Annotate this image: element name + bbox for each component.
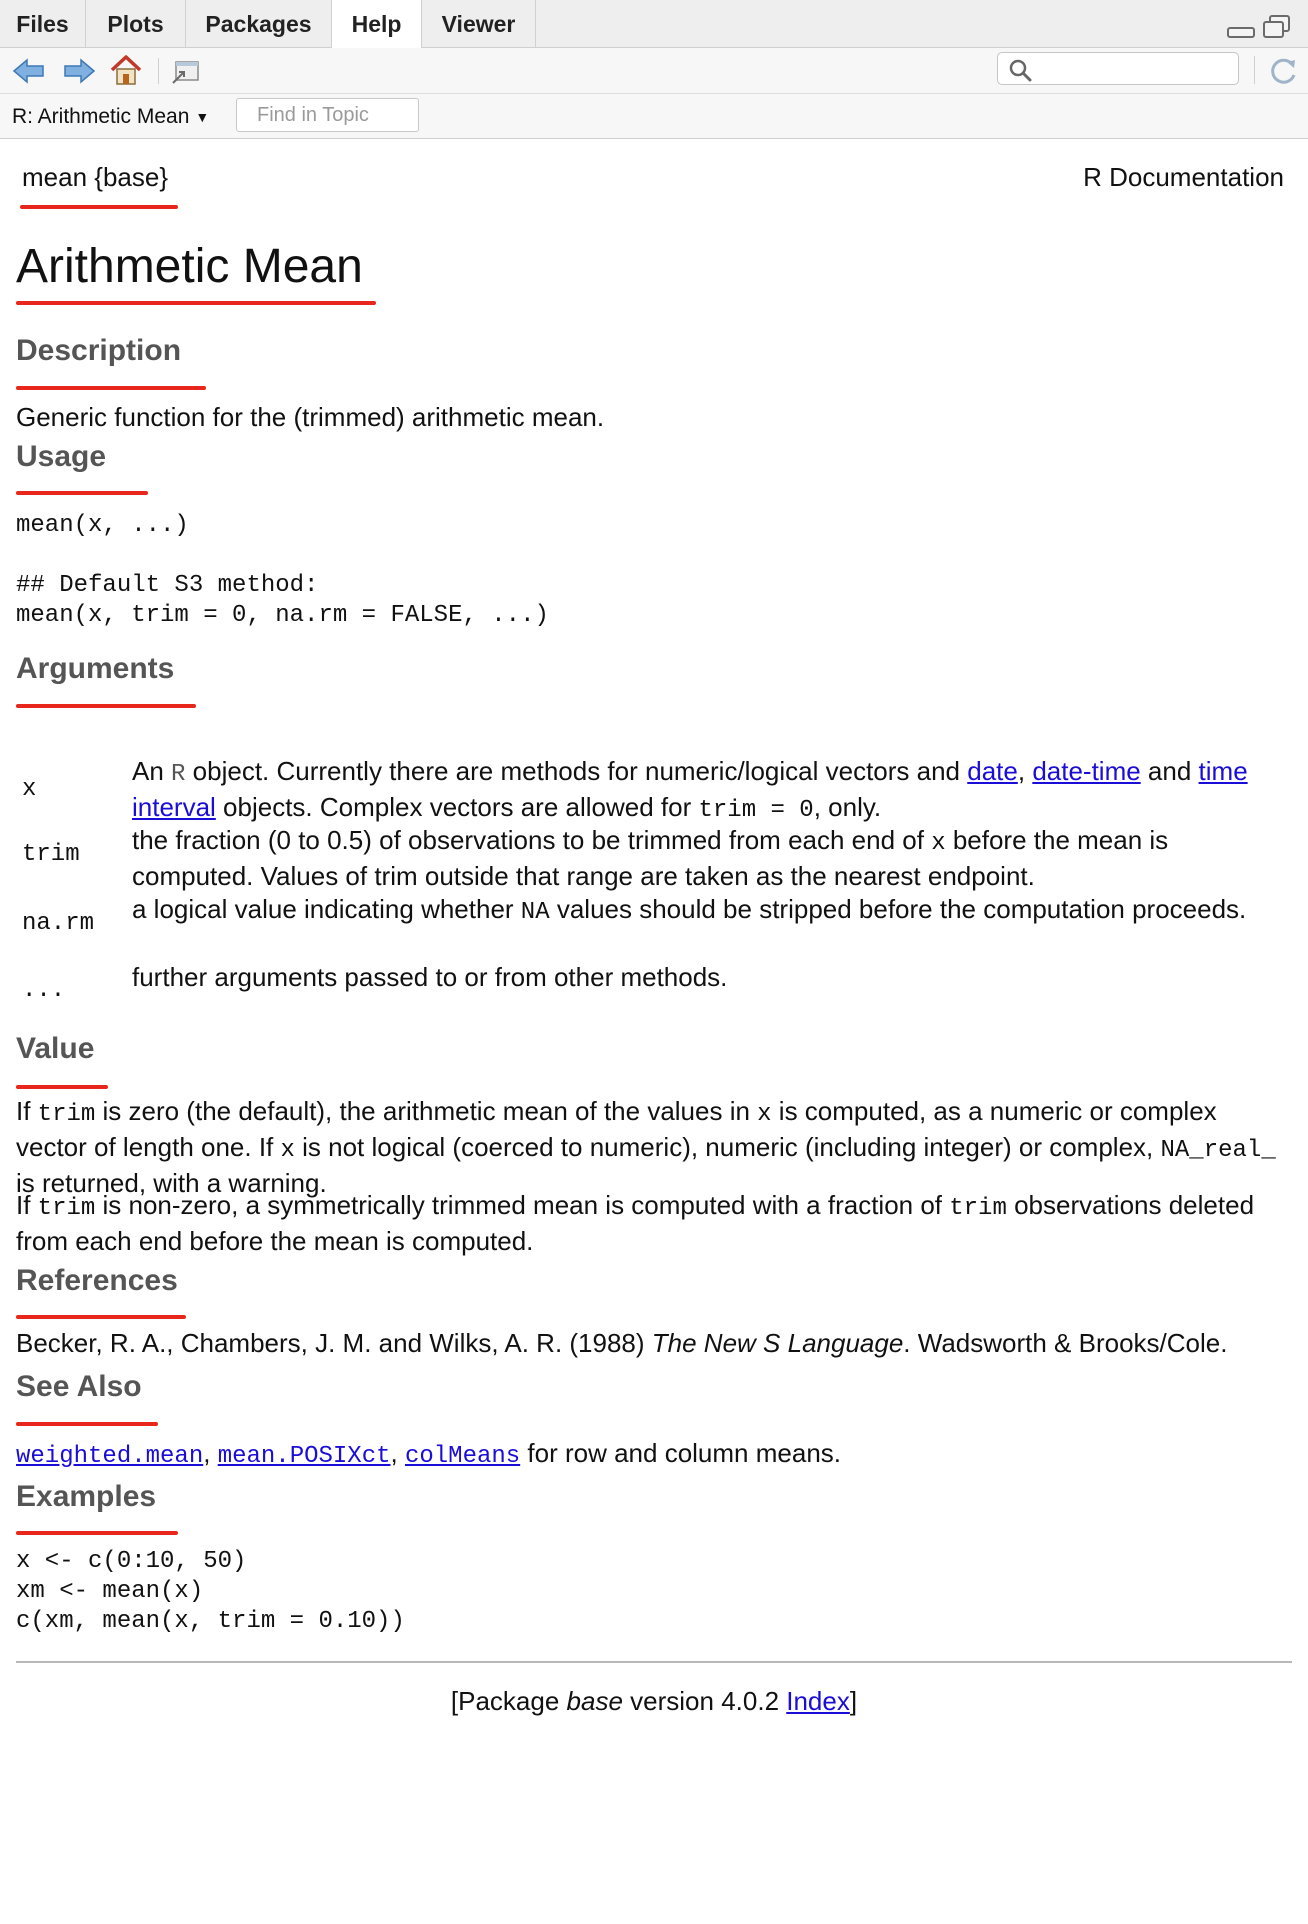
description-text: Generic function for the (trimmed) arithmetic mean. [16, 402, 605, 432]
text-run: [Package [450, 1686, 567, 1716]
doc-source-header: R Documentation [1083, 162, 1284, 192]
tab-plots[interactable]: Plots [86, 0, 186, 48]
package-footer [16, 1685, 1292, 1717]
forward-arrow-icon[interactable] [62, 57, 96, 85]
argument-name-x: x [22, 776, 37, 803]
chevron-down-icon: ▼ [195, 108, 210, 125]
inline-code: x [280, 1137, 295, 1164]
text-run: a logical value indicating whether [132, 894, 521, 924]
text-run: Becker, R. A., Chambers, J. M. and Wilks, A. R. (1988) [16, 1328, 652, 1358]
text-run: An [132, 756, 172, 786]
search-icon [1008, 58, 1034, 82]
text-run: before the mean is computed. Values of trim outside that range are taken as the nearest endpoint. [132, 825, 1169, 891]
argument-description-x [132, 755, 1272, 827]
text-run: the fraction (0 to 0.5) of observations to be trimmed from each end of [132, 825, 932, 855]
section-heading-value: Value [16, 1032, 95, 1065]
section-heading-description: Description [16, 334, 182, 367]
link-time-interval[interactable]: time interval [132, 756, 1248, 822]
tab-viewer[interactable]: Viewer [422, 0, 536, 48]
red-annotation-underline [16, 1531, 178, 1535]
text-run: is non-zero, a symmetrically trimmed mean is computed with a fraction of [95, 1190, 950, 1220]
argument-description-na-rm [132, 893, 1272, 929]
page-title: Arithmetic Mean [16, 240, 363, 293]
link-index[interactable]: Index [786, 1686, 850, 1716]
book-title: The New S Language [651, 1328, 904, 1358]
home-icon[interactable] [108, 53, 144, 87]
find-in-topic-input[interactable] [236, 98, 419, 132]
red-annotation-underline [16, 491, 148, 495]
topic-dropdown-label: R: Arithmetic Mean [12, 105, 190, 128]
toolbar-divider [1254, 56, 1255, 84]
tab-packages[interactable]: Packages [186, 0, 332, 48]
red-annotation-underline [20, 205, 178, 209]
red-annotation-underline [16, 386, 206, 390]
link-colmeans[interactable]: colMeans [404, 1443, 521, 1470]
text-run: , only. [813, 792, 882, 822]
argument-name-dots: ... [22, 977, 66, 1004]
see-also-text [16, 1437, 1284, 1473]
argument-name-trim: trim [22, 841, 80, 868]
inline-code: trim [37, 1195, 96, 1222]
section-heading-arguments: Arguments [16, 652, 175, 685]
text-run: If [16, 1096, 38, 1126]
text-run: ] [849, 1686, 858, 1716]
text-run: version 4.0.2 [622, 1686, 787, 1716]
link-date-time[interactable]: date-time [1032, 756, 1141, 786]
text-run: , [1017, 756, 1033, 786]
inline-code: trim [949, 1195, 1007, 1222]
back-arrow-icon[interactable] [12, 57, 46, 85]
text-run: values should be stripped before the computation proceeds. [549, 894, 1247, 924]
section-heading-references: References [16, 1264, 178, 1297]
inline-code: x [757, 1101, 772, 1128]
help-toolbar [0, 48, 1308, 94]
package-name: base [566, 1686, 623, 1716]
section-heading-see-also: See Also [16, 1370, 142, 1403]
minimize-pane-icon[interactable] [1226, 14, 1256, 40]
text-run: objects. Complex vectors are allowed for [215, 792, 699, 822]
red-annotation-underline [16, 1085, 108, 1089]
text-run: observations deleted from each end before the mean is computed. [16, 1190, 1255, 1256]
text-run: is not logical (coerced to numeric), numeric (including integer) or complex, [294, 1132, 1161, 1162]
argument-name-na-rm: na.rm [22, 910, 95, 937]
argument-description-dots: further arguments passed to or from other methods. [132, 962, 728, 992]
text-run: for row and column means. [520, 1438, 841, 1468]
red-annotation-underline [16, 704, 196, 708]
text-run: is returned, with a warning. [16, 1168, 327, 1198]
open-in-window-icon[interactable] [170, 58, 202, 86]
example-code-line: c(xm, mean(x, trim = 0.10)) [16, 1608, 405, 1635]
topic-bar [0, 94, 1308, 139]
inline-code: x [931, 830, 946, 857]
red-annotation-underline [16, 1422, 158, 1426]
inline-code: NA_real_ [1160, 1137, 1276, 1164]
red-annotation-underline [16, 1315, 186, 1319]
inline-code: trim [37, 1101, 96, 1128]
text-run: object. Currently there are methods for numeric/logical vectors and [185, 756, 968, 786]
argument-description-trim [132, 824, 1272, 892]
link-weighted-mean[interactable]: weighted.mean [16, 1443, 204, 1470]
text-run: is zero (the default), the arithmetic mean of the values in [95, 1096, 758, 1126]
footer-divider [16, 1661, 1292, 1663]
help-search-input[interactable] [997, 52, 1239, 85]
references-text [16, 1327, 1284, 1359]
tab-help[interactable]: Help [332, 0, 422, 49]
example-code-line: xm <- mean(x) [16, 1578, 204, 1605]
inline-code: trim = 0 [698, 797, 814, 824]
refresh-icon[interactable] [1268, 56, 1300, 86]
usage-code-line: ## Default S3 method: [16, 572, 319, 599]
value-paragraph-1 [16, 1095, 1284, 1199]
toolbar-divider [158, 58, 159, 84]
inline-code: NA [520, 899, 550, 926]
maximize-pane-icon[interactable] [1262, 14, 1292, 40]
text-run: and [1140, 756, 1199, 786]
text-run: If [16, 1190, 38, 1220]
example-code-line: x <- c(0:10, 50) [16, 1548, 247, 1575]
text-run: , [390, 1438, 405, 1468]
text-run: is computed, as a numeric or complex vector of length one. If [16, 1096, 1217, 1162]
link-mean-posixct[interactable]: mean.POSIXct [217, 1443, 391, 1470]
section-heading-usage: Usage [16, 440, 107, 473]
section-heading-examples: Examples [16, 1480, 157, 1513]
pane-tab-bar [0, 0, 1308, 48]
text-run: , [203, 1438, 218, 1468]
usage-code-line: mean(x, trim = 0, na.rm = FALSE, ...) [16, 602, 549, 629]
r-language-name: R [171, 761, 186, 788]
tab-files[interactable]: Files [0, 0, 86, 48]
value-paragraph-2 [16, 1189, 1284, 1257]
link-date[interactable]: date [967, 756, 1018, 786]
usage-code-line: mean(x, ...) [16, 512, 189, 539]
text-run: . Wadsworth & Brooks/Cole. [903, 1328, 1228, 1358]
red-annotation-underline [16, 301, 376, 305]
topic-dropdown[interactable] [12, 94, 209, 139]
doc-package-header: mean {base} [22, 162, 169, 192]
